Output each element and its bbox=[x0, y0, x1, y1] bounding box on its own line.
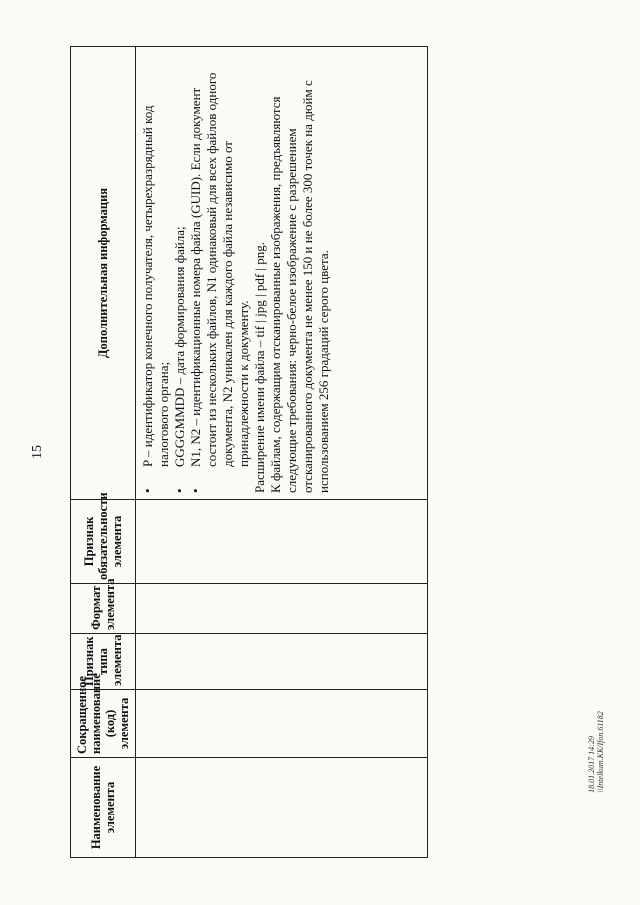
scan-requirements-text: К файлам, содержащим отсканированные изображения, предъявляются следующие требования: черно-белое изображение с разрешением отсканированного документа не менее 150 и не более 300 точек на дюйм с использованием 256 градаций серого цвета. bbox=[268, 80, 331, 493]
cell-element-name bbox=[136, 758, 428, 858]
header-element-name: Наименование элемента bbox=[71, 758, 136, 858]
cell-type-flag bbox=[136, 634, 428, 690]
list-item bbox=[172, 53, 188, 493]
bullet-text: P – идентификатор конечного получателя, четырехразрядный код налогового органа; bbox=[140, 105, 171, 467]
list-item bbox=[188, 53, 252, 493]
footer-path: \\Intelkum.KK/Ifon.61182 bbox=[596, 711, 605, 793]
bullet-icon: • bbox=[140, 488, 155, 493]
header-format: Формат элемента bbox=[71, 584, 136, 634]
header-type-flag: Признак типа элемента bbox=[71, 634, 136, 690]
footer-date: 18.01.2017 14:29 bbox=[586, 736, 596, 793]
cell-required-flag bbox=[136, 500, 428, 584]
footer-stamp bbox=[587, 711, 605, 793]
cell-format bbox=[136, 584, 428, 634]
bullet-text: N1, N2 – идентификационные номера файла (GUID). Если документ состоит из нескольких файлов, N1 одинаковый для всех файлов одного документа, N2 уникален для каждого файла независимо от принадлежности к документу. bbox=[188, 72, 251, 467]
cell-short-name bbox=[136, 690, 428, 758]
table-row bbox=[136, 47, 428, 858]
header-required-flag: Признак обязательности элемента bbox=[71, 500, 136, 584]
bullet-icon: • bbox=[188, 488, 203, 493]
rotated-table-container bbox=[70, 46, 428, 858]
file-extension-text: Расширение имени файла – tif | jpg | pdf | png. bbox=[252, 241, 267, 493]
bullet-text: GGGGMMDD – дата формирования файла; bbox=[172, 226, 187, 467]
list-item bbox=[140, 53, 172, 493]
header-additional-info: Дополнительная информация bbox=[71, 47, 136, 500]
cell-additional-info bbox=[136, 47, 428, 500]
page-number: 15 bbox=[30, 445, 45, 459]
elements-table bbox=[70, 46, 428, 858]
bullet-icon: • bbox=[172, 488, 187, 493]
header-short-name: Сокращенное наименование (код) элемента bbox=[71, 690, 136, 758]
table-header-row bbox=[71, 47, 136, 858]
info-bullet-list bbox=[140, 53, 252, 493]
